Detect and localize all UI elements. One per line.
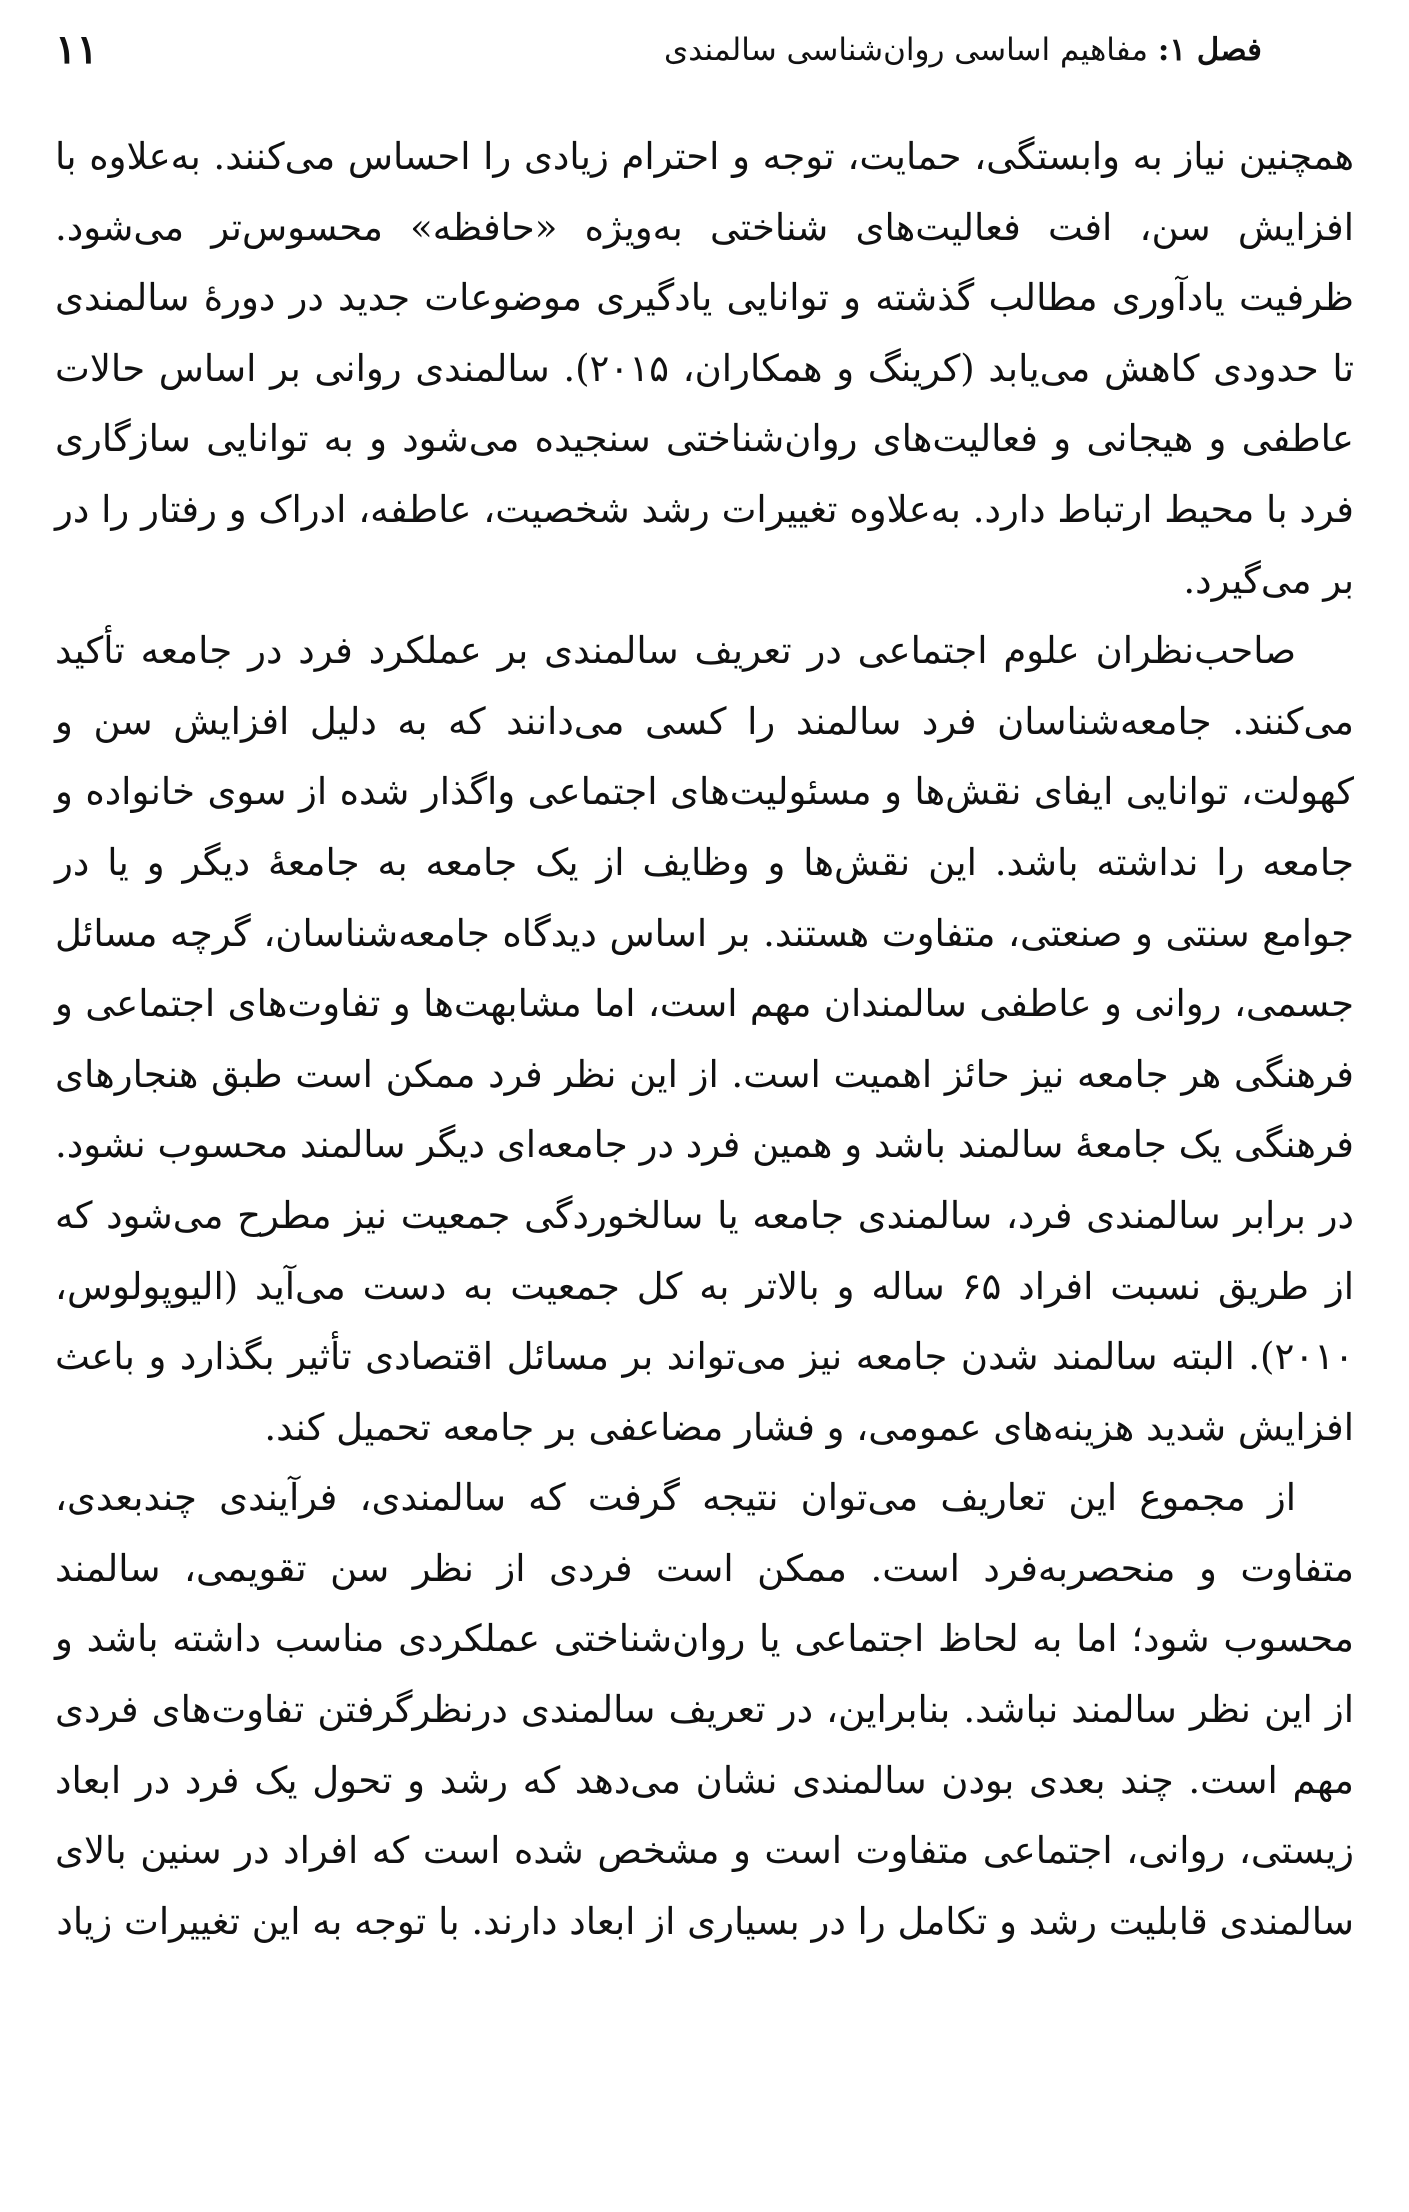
paragraph-3: از مجموع این تعاریف می‌توان نتیجه گرفت که سالمندی، فرآیندی چندبعدی، متفاوت و منحصربه‌فرد است. ممکن است فردی از نظر سن تقویمی، سالمند محسوب شود؛ اما به لحاظ اجتماعی یا روان‌شناختی عملکردی مناسب داشته باشد و از این نظر سالمند نباشد. بنابراین، در تعریف سالمندی درنظرگرفتن تفاوت‌های فردی مهم است. چند بعدی بودن سالمندی نشان می‌دهد که رشد و تحول یک فرد در ابعاد زیستی، روانی، اجتماعی متفاوت است و مشخص شده است که افراد در سنین بالای سالمندی قابلیت رشد و تکامل را در بسیاری از ابعاد دارند. با توجه به این تغییرات زیاد (55, 1476, 1354, 1943)
chapter-label: فصل ۱: (1157, 32, 1262, 68)
body-text (55, 122, 1354, 1957)
book-page (55, 0, 1354, 2212)
running-header (55, 24, 1354, 84)
page-number: ۱۱ (55, 26, 98, 73)
paragraph-2: صاحب‌نظران علوم اجتماعی در تعریف سالمندی بر عملکرد فرد در جامعه تأکید می‌کنند. جامعه‌شناسان فرد سالمند را کسی می‌دانند که به دلیل افزایش سن و کهولت، توانایی ایفای نقش‌ها و مسئولیت‌های اجتماعی واگذار شده از سوی خانواده و جامعه را نداشته باشد. این نقش‌ها و وظایف از یک جامعه به جامعهٔ دیگر و یا در جوامع سنتی و صنعتی، متفاوت هستند. بر اساس دیدگاه جامعه‌شناسان، گرچه مسائل جسمی، روانی و عاطفی سالمندان مهم است، اما مشابهت‌ها و تفاوت‌های اجتماعی و فرهنگی هر جامعه نیز حائز اهمیت است. از این نظر فرد ممکن است طبق هنجارهای فرهنگی یک جامعهٔ سالمند باشد و همین فرد در جامعه‌ای دیگر سالمند محسوب نشود. در برابر سالمندی فرد، سالمندی جامعه یا سالخوردگی جمعیت نیز مطرح می‌شود که از طریق نسبت افراد ۶۵ ساله و بالاتر به کل جمعیت به دست می‌آید (الیوپولوس، ۲۰۱۰). البته سالمند شدن جامعه نیز می‌تواند بر مسائل اقتصادی تأثیر بگذارد و باعث افزایش شدید هزینه‌های عمومی، و فشار مضاعفی بر جامعه تحمیل کند. (55, 629, 1354, 1449)
chapter-heading (664, 28, 1262, 72)
chapter-title: مفاهیم اساسی روان‌شناسی سالمندی (663, 32, 1149, 68)
paragraph-1: همچنین نیاز به وابستگی، حمایت، توجه و احترام زیادی را احساس می‌کنند. به‌علاوه با افزایش سن، افت فعالیت‌های شناختی به‌ویژه «حافظه» محسوس‌تر می‌شود. ظرفیت یادآوری مطالب گذشته و توانایی یادگیری موضوعات جدید در دورهٔ سالمندی تا حدودی کاهش می‌یابد (کرینگ و همکاران، ۲۰۱۵). سالمندی روانی بر اساس حالات عاطفی و هیجانی و فعالیت‌های روان‌شناختی سنجیده می‌شود و به توانایی سازگاری فرد با محیط ارتباط دارد. به‌علاوه تغییرات رشد شخصیت، عاطفه، ادراک و رفتار را در بر می‌گیرد. (55, 135, 1354, 602)
